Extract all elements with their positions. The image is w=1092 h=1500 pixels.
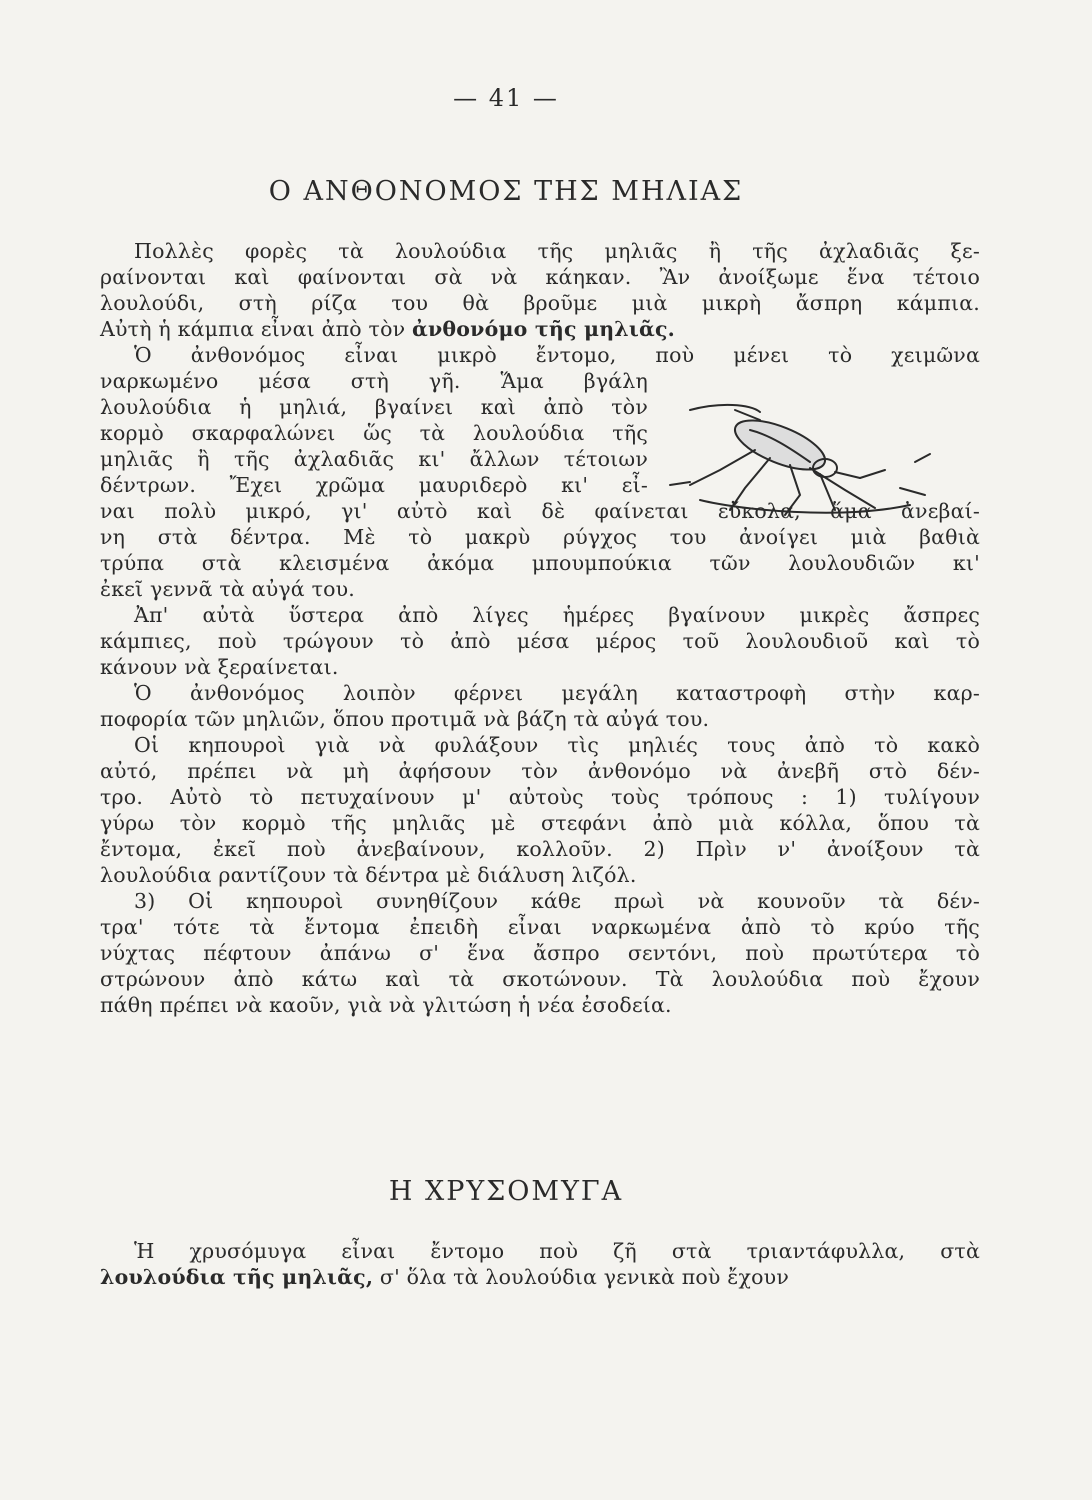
paragraph-line: Οἱ κηπουροὶ γιὰ νὰ φυλάξουν τὶς μηλιές τους ἀπὸ τὸ κακὸ: [134, 733, 980, 757]
text-run: σ' ὅλα τὰ λουλούδια γενικὰ ποὺ ἔχουν: [379, 1265, 789, 1289]
paragraph-line: νύχτας πέφτουν ἀπάνω σ' ἕνα ἄσπρο σεντόνι, ποὺ πρωτύτερα τὸ: [100, 941, 980, 965]
paragraph-line: 3) Οἱ κηπουροὶ συνηθίζουν κάθε πρωὶ νὰ κουνοῦν τὰ δέν-: [134, 889, 980, 913]
paragraph-line: λουλούδια ἡ μηλιά, βγαίνει καὶ ἀπὸ τὸν: [100, 395, 648, 419]
paragraph-line: ἔντομα, ἐκεῖ ποὺ ἀνεβαίνουν, κολλοῦν. 2) Πρὶν ν' ἀνοίξουν τὰ: [100, 837, 980, 861]
paragraph-line: τρο. Αὐτὸ τὸ πετυχαίνουν μ' αὐτοὺς τοὺς τρόπους : 1) τυλίγουν: [100, 785, 980, 809]
paragraph-line: κορμὸ σκαρφαλώνει ὥς τὰ λουλούδια τῆς: [100, 421, 648, 445]
paragraph-line: ναρκωμένο μέσα στὴ γῆ. Ἅμα βγάλη: [100, 369, 648, 393]
weevil-beetle-icon: [660, 390, 950, 530]
section-body-anthonomos: [100, 238, 980, 1018]
paragraph-line: ἐκεῖ γεννᾶ τὰ αὐγά του.: [100, 577, 356, 601]
paragraph-line: ποφορία τῶν μηλιῶν, ὅπου προτιμᾶ νὰ βάζη τὰ αὐγά του.: [100, 707, 710, 731]
paragraph-line: [100, 1264, 980, 1290]
page-number: — 41 —: [453, 84, 559, 112]
paragraph-line: Ὁ ἀνθονόμος λοιπὸν φέρνει μεγάλη καταστροφὴ στὴν καρ-: [134, 681, 980, 705]
emphasis-text: ἀνθονόμο τῆς μηλιᾶς.: [412, 317, 675, 341]
paragraph-line: αὐτό, πρέπει νὰ μὴ ἀφήσουν τὸν ἀνθονόμο νὰ ἀνεβῆ στὸ δέν-: [100, 759, 980, 783]
text-run: Αὐτὴ ἡ κάμπια εἶναι ἀπὸ τὸν: [100, 317, 406, 341]
paragraph-line: Ἀπ' αὐτὰ ὕστερα ἀπὸ λίγες ἡμέρες βγαίνουν μικρὲς ἄσπρες: [134, 603, 980, 627]
section-title-chrysomyga: Η ΧΡΥΣΟΜΥΓΑ: [388, 1176, 624, 1207]
paragraph-line: τρύπα στὰ κλεισμένα ἀκόμα μπουμπούκια τῶν λουλουδιῶν κι': [100, 551, 980, 575]
paragraph-line: λουλούδι, στὴ ρίζα του θὰ βροῦμε μιὰ μικρὴ ἄσπρη κάμπια.: [100, 291, 980, 315]
paragraph-line: νη στὰ δέντρα. Μὲ τὸ μακρὺ ρύγχος του ἀνοίγει μιὰ βαθιὰ: [100, 525, 980, 549]
paragraph-line: Ὁ ἀνθονόμος εἶναι μικρὸ ἔντομο, ποὺ μένει τὸ χειμῶνα: [134, 343, 980, 367]
paragraph-line: κάνουν νὰ ξεραίνεται.: [100, 655, 339, 679]
paragraph-line: τρα' τότε τὰ ἔντομα ἐπειδὴ εἶναι ναρκωμένα ἀπὸ τὸ κρύο τῆς: [100, 915, 980, 939]
paragraph-line: πάθη πρέπει νὰ καοῦν, γιὰ νὰ γλιτώση ἡ νέα ἐσοδεία.: [100, 993, 672, 1017]
paragraph-line: λουλούδια ραντίζουν τὰ δέντρα μὲ διάλυση λιζόλ.: [100, 863, 637, 887]
section-body-chrysomyga: [100, 1238, 980, 1290]
emphasis-text: λουλούδια τῆς μηλιᾶς,: [100, 1265, 374, 1289]
paragraph-line: [100, 316, 980, 342]
paragraph-line: ραίνονται καὶ φαίνονται σὰ νὰ κάηκαν. Ἂν ἀνοίξωμε ἕνα τέτοιο: [100, 265, 980, 289]
paragraph-line: κάμπιες, ποὺ τρώγουν τὸ ἀπὸ μέσα μέρος τοῦ λουλουδιοῦ καὶ τὸ: [100, 629, 980, 653]
section-title-anthonomos: Ο ΑΝΘΟΝΟΜΟΣ ΤΗΣ ΜΗΛΙΑΣ: [268, 176, 744, 207]
paragraph-line: στρώνουν ἀπὸ κάτω καὶ τὰ σκοτώνουν. Τὰ λουλούδια ποὺ ἔχουν: [100, 967, 980, 991]
paragraph-line: μηλιᾶς ἢ τῆς ἀχλαδιᾶς κι' ἄλλων τέτοιων: [100, 447, 648, 471]
paragraph-line: δέντρων. Ἔχει χρῶμα μαυριδερὸ κι' εἶ-: [100, 473, 648, 497]
paragraph-line: γύρω τὸν κορμὸ τῆς μηλιᾶς μὲ στεφάνι ἀπὸ μιὰ κόλλα, ὅπου τὰ: [100, 811, 980, 835]
paragraph-line: ναι πολὺ μικρό, γι' αὐτὸ καὶ δὲ φαίνεται εὔκολα, ἅμα ἀνεβαί-: [100, 499, 980, 523]
paragraph-line: Ἡ χρυσόμυγα εἶναι ἔντομο ποὺ ζῆ στὰ τριαντάφυλλα, στὰ: [134, 1239, 980, 1263]
paragraph-line: Πολλὲς φορὲς τὰ λουλούδια τῆς μηλιᾶς ἢ τῆς ἀχλαδιᾶς ξε-: [134, 239, 980, 263]
